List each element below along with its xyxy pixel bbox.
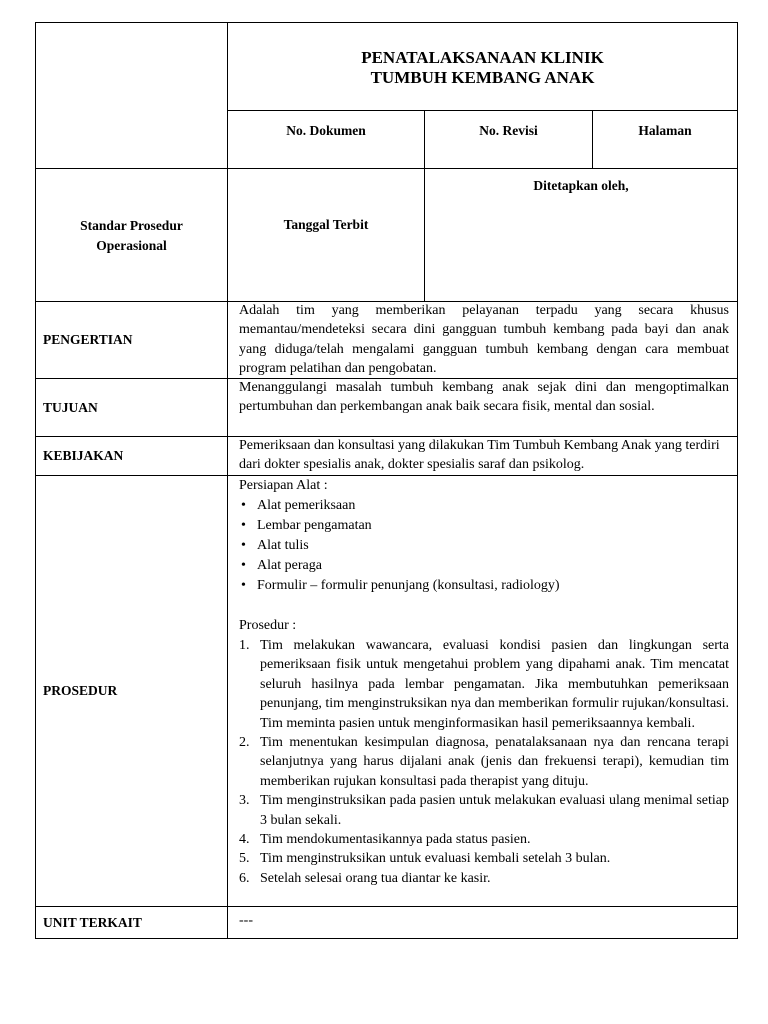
kebijakan-paragraph: Pemeriksaan dan konsultasi yang dilakukan Tim Tumbuh Kembang Anak yang terdiri dari dokter spesialis anak, dokter spesialis saraf dan psikolog. [239, 438, 720, 473]
tujuan-paragraph: Menanggulangi masalah tumbuh kembang anak sejak dini dan mengoptimalkan pertumbuhan dan perkembangan anak baik secara fisik, mental dan sosial. [239, 380, 729, 415]
kebijakan-label: KEBIJAKAN [43, 448, 124, 463]
bullet-icon: • [241, 578, 246, 593]
sop-label-line-1: Standar Prosedur [80, 218, 183, 233]
step-number: 4. [239, 832, 250, 848]
tujuan-text [228, 378, 737, 417]
unit-terkait-text: --- [239, 913, 253, 928]
title-line-1: PENATALAKSANAAN KLINIK [361, 48, 604, 67]
bullet-icon: • [241, 558, 246, 573]
bullet-icon: • [241, 518, 246, 533]
list-item: • Lembar pengamatan [239, 516, 729, 536]
step-number: 5. [239, 851, 250, 867]
list-item: • Alat peraga [239, 556, 729, 576]
halaman-header: Halaman [638, 123, 692, 138]
prosedur-title: Prosedur : [239, 618, 297, 633]
sop-label [36, 216, 227, 256]
list-item: 1. Tim melakukan wawancara, evaluasi kondisi pasien dan lingkungan serta pemeriksaan fisik untuk mengetahui problem yang dipahami anak. Tim mencatat seluruh hasilnya pada lembar pengamatan. Jika membutuhkan pemeriksaan penunjang, tim menginstruksikan nya dan memberikan formulir rujukan/konsultasi. Tim meminta pasien untuk menginformasikan hasil pemeriksaannya kembali. [239, 638, 729, 731]
alat-list [239, 496, 729, 596]
tujuan-label: TUJUAN [43, 399, 98, 415]
list-item: • Formulir – formulir penunjang (konsultasi, radiology) [239, 576, 729, 596]
tanggal-terbit-label: Tanggal Terbit [283, 217, 369, 232]
list-item: • Alat pemeriksaan [239, 496, 729, 516]
pengertian-paragraph: Adalah tim yang memberikan pelayanan terpadu yang secara khusus memantau/mendeteksi secara dini gangguan tumbuh kembang pada bayi dan anak yang diduga/telah mengalami gangguan tumbuh kembang dengan cara membuat program pelatihan dan pengobatan. [239, 303, 729, 377]
step-number: 6. [239, 870, 250, 886]
list-item: 4. Tim mendokumentasikannya pada status pasien. [239, 830, 729, 849]
no-dokumen-header: No. Dokumen [286, 123, 366, 138]
pengertian-text [228, 301, 737, 379]
step-number: 1. [239, 638, 250, 653]
list-item: 6. Setelah selesai orang tua diantar ke kasir. [239, 869, 729, 888]
title-line-2: TUMBUH KEMBANG ANAK [370, 68, 595, 87]
step-number: 3. [239, 793, 250, 809]
bullet-icon: • [241, 538, 246, 553]
rule-under-doc-header [35, 168, 738, 169]
step-number: 2. [239, 735, 250, 751]
rule-top [35, 22, 738, 23]
bullet-icon: • [241, 498, 246, 513]
persiapan-alat-title: Persiapan Alat : [239, 478, 328, 493]
unit-terkait-label: UNIT TERKAIT [43, 914, 142, 930]
prosedur-steps [239, 636, 729, 888]
document-title [228, 48, 737, 88]
list-item: • Alat tulis [239, 536, 729, 556]
kebijakan-text [228, 436, 737, 475]
sop-label-line-2: Operasional [96, 238, 167, 253]
pengertian-label: PENGERTIAN [43, 332, 133, 347]
list-item: 2. Tim menentukan kesimpulan diagnosa, penatalaksanaan nya dan rencana terapi selanjutnya yang harus dijalani anak (jenis dan frekuensi terapi), kemudian tim memberikan rujukan konsultasi pada therapist yang dituju. [239, 735, 729, 789]
ditetapkan-oleh-label: Ditetapkan oleh, [533, 178, 629, 193]
no-revisi-header: No. Revisi [479, 123, 538, 138]
rule-right [737, 22, 738, 939]
rule-bottom [35, 938, 738, 939]
list-item: 3. Tim menginstruksikan pada pasien untuk melakukan evaluasi ulang menimal setiap 3 bulan sekali. [239, 793, 729, 828]
prosedur-label: PROSEDUR [43, 683, 118, 698]
prosedur-content [228, 476, 737, 888]
list-item: 5. Tim menginstruksikan untuk evaluasi kembali setelah 3 bulan. [239, 849, 729, 868]
